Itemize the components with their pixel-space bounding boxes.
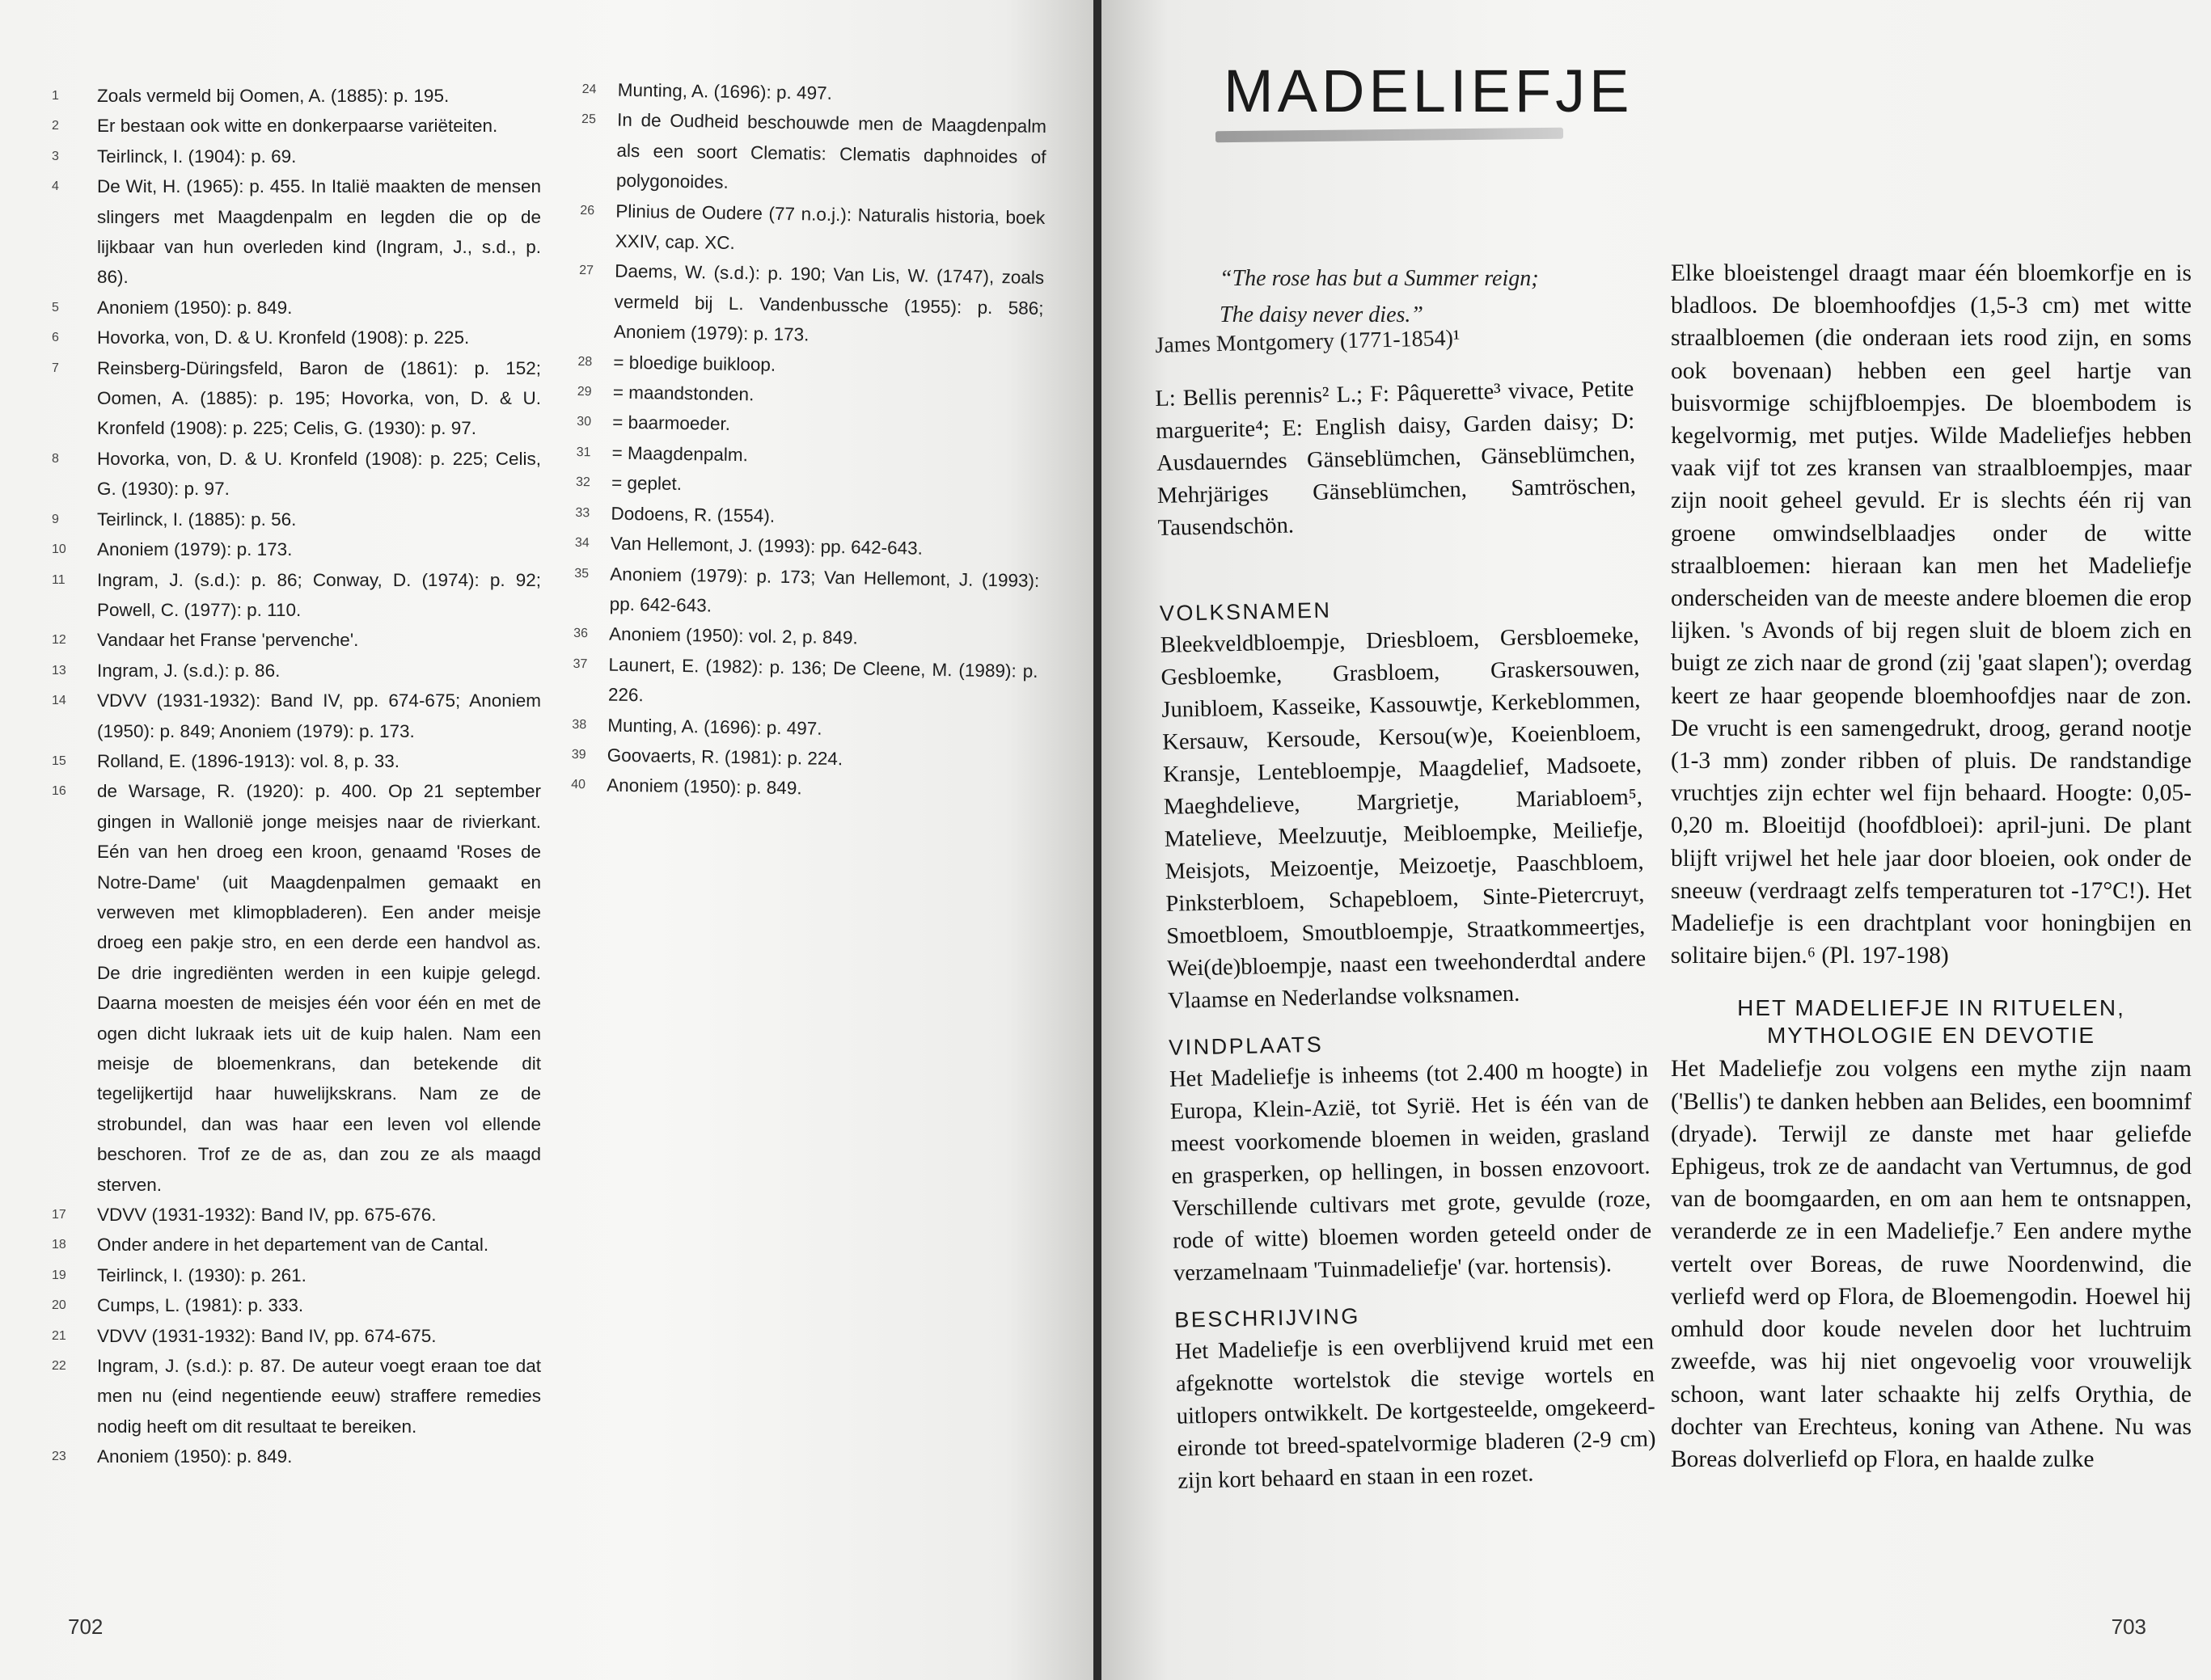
footnote-number: 17	[52, 1208, 66, 1222]
page-number-left: 702	[68, 1615, 104, 1639]
footnote	[573, 558, 1039, 626]
footnote-text: In de Oudheid beschouwde men de Maagdenpalm als een soort Clematis: Clematis daphnoides of polygonoides.	[615, 110, 1047, 193]
footnote-number: 8	[52, 451, 59, 466]
footnote	[573, 649, 1038, 717]
footnote-text: VDVV (1931-1932): Band IV, pp. 675-676.	[97, 1205, 437, 1226]
footnote	[579, 196, 1045, 264]
footnote-number: 9	[52, 512, 59, 526]
footnote-number: 15	[52, 753, 66, 768]
footnote-text: Reinsberg-Düringsfeld, Baron de (1861): p. 152; Oomen, A. (1885): p. 195; Hovorka, von, D. & U. Kronfeld (1908): p. 225; Celis, G. (1930): p. 97.	[97, 357, 541, 439]
footnote-number: 31	[576, 445, 591, 460]
footnote-text: Plinius de Oudere (77 n.o.j.): Naturalis historia, boek XXIV, cap. XC.	[615, 201, 1046, 254]
footnote-number: 37	[573, 656, 588, 671]
section-heading-mythologie	[1671, 994, 2192, 1049]
footnote	[578, 255, 1045, 353]
footnote-number: 28	[577, 354, 593, 369]
text-column-right	[1671, 257, 2192, 1475]
heading-line: MYTHOLOGIE EN DEVOTIE	[1766, 1023, 2096, 1049]
footnote-text: Anoniem (1950): p. 849.	[97, 1446, 293, 1467]
footnote-number: 2	[52, 119, 59, 133]
footnote-number: 16	[52, 784, 66, 799]
chapter-title: MADELIEFJE	[1224, 57, 1634, 125]
footnote-text: Anoniem (1979): p. 173.	[97, 539, 293, 560]
footnote-text: Anoniem (1950): p. 849.	[606, 775, 802, 799]
footnote-number: 6	[52, 331, 59, 345]
footnote-text: Er bestaan ook witte en donkerpaarse variëteiten.	[97, 116, 498, 137]
page-number-right: 703	[2111, 1615, 2146, 1639]
footnote-number: 20	[52, 1298, 66, 1313]
footnote-number: 12	[52, 633, 66, 648]
footnote	[52, 1260, 541, 1290]
footnote-number: 25	[581, 112, 597, 127]
footnote-text: VDVV (1931-1932): Band IV, pp. 674-675; Anoniem (1950): p. 849; Anoniem (1979): p. 173.	[97, 690, 541, 741]
section-heading-beschrijving: BESCHRIJVING	[1173, 1303, 1361, 1332]
footnote-text: = baarmoeder.	[612, 412, 731, 435]
epigraph	[1220, 260, 1539, 333]
footnote-number: 11	[52, 572, 66, 587]
footnote-text: Anoniem (1979): p. 173; Van Hellemont, J. (1993): pp. 642-643.	[609, 564, 1040, 616]
epigraph-line: “The rose has but a Summer reign;	[1220, 266, 1539, 291]
footnote-text: Anoniem (1950): p. 849.	[97, 297, 293, 318]
footnote-text: = bloedige buikloop.	[613, 352, 776, 375]
footnote-text: Onder andere in het departement van de Cantal.	[97, 1235, 489, 1256]
footnote-text: Teirlinck, I. (1904): p. 69.	[97, 146, 297, 167]
footnote	[52, 323, 541, 352]
footnote	[52, 565, 541, 626]
footnote-text: Goovaerts, R. (1981): p. 224.	[607, 745, 843, 770]
footnote-text: Rolland, E. (1896-1913): vol. 8, p. 33.	[97, 750, 400, 771]
footnote-text: Vandaar het Franse 'pervenche'.	[97, 630, 359, 651]
plant-names-paragraph: L: Bellis perennis² L.; F: Pâquerette³ vivace, Petite marguerite⁴; E: English daisy, Garden daisy; D: Ausdauerndes Gänseblümchen, Gänseblümchen, Mehrjäriges Gänseblümchen, Samtröschen, Tausendschön.	[1155, 376, 1637, 541]
left-page	[0, 0, 1093, 1680]
footnote-number: 4	[52, 179, 59, 194]
footnote-text: Daems, W. (s.d.): p. 190; Van Lis, W. (1747), zoals vermeld bij L. Vandenbussche (1955): p. 586; Anoniem (1979): p. 173.	[613, 261, 1045, 345]
footnote-number: 26	[580, 203, 595, 217]
section-heading-vindplaats: VINDPLAATS	[1168, 1032, 1324, 1060]
heading-line: HET MADELIEFJE IN RITUELEN,	[1737, 995, 2125, 1021]
beschrijving-paragraph: Het Madeliefje is een overblijvend kruid met een afgeknotte wortelstok die stevige wortels en uitlopers ontwikkelt. De kortgesteelde, omgekeerd-eironde tot breed-spatelvormige bladeren (2-9 cm) zijn kort behaard en staan in een rozet.	[1174, 1329, 1656, 1494]
footnote-number: 1	[52, 89, 59, 103]
footnote	[52, 776, 541, 1200]
footnote-text: Ingram, J. (s.d.): p. 86.	[97, 660, 281, 681]
footnote-number: 30	[577, 415, 592, 429]
footnote-number: 3	[52, 149, 59, 163]
footnote	[52, 444, 541, 504]
footnote-text: Teirlinck, I. (1930): p. 261.	[97, 1264, 306, 1285]
footnote	[571, 770, 1037, 807]
footnote-text: Hovorka, von, D. & U. Kronfeld (1908): p. 225.	[97, 327, 470, 348]
footnote	[52, 746, 541, 776]
footnote-number: 40	[571, 778, 586, 792]
footnote	[52, 534, 541, 564]
footnote-text: Teirlinck, I. (1885): p. 56.	[97, 509, 297, 530]
footnote-number: 14	[52, 694, 66, 708]
footnote	[52, 504, 541, 534]
footnote-number: 35	[574, 566, 590, 580]
footnote	[52, 141, 541, 171]
epigraph-line: The daisy never dies.”	[1220, 302, 1423, 327]
footnote-number: 19	[52, 1268, 66, 1282]
footnote-text: Anoniem (1950): vol. 2, p. 849.	[608, 623, 858, 648]
footnote-text: Ingram, J. (s.d.): p. 86; Conway, D. (1974): p. 92; Powell, C. (1977): p. 110.	[97, 569, 541, 620]
footnote-text: Ingram, J. (s.d.): p. 87. De auteur voegt eraan toe dat men nu (eind negentiende eeuw) straffere remedies nodig heeft om dit resultaat te bereiken.	[97, 1356, 541, 1437]
mythologie-paragraph: Het Madeliefje zou volgens een mythe zijn naam ('Bellis') te danken hebben aan Belides, een boomnimf (dryade). Terwijl ze danste met haar geliefde Ephigeus, trok ze de aandacht van Vertumnus, de god van de boomgaarden, en om aan hem te ontsnappen, veranderde ze in een Madeliefje.⁷ Een andere mythe vertelt over Boreas, de ruwe Noordenwind, die verliefd werd op Flora, de Bloemengodin. Hoewel hij omhuld door koude nevelen door het luchtruim zweefde, was hij niet ongevoelig voor vrouwelijk schoon, want later schaakte hij zelfs Orythia, de dochter van Erechteus, koning van Athene. Nu was Boreas dolverliefd op Flora, en haalde zulke	[1671, 1056, 2192, 1472]
epigraph-author: James Montgomery (1771-1854)¹	[1155, 325, 1461, 358]
vindplaats-paragraph: Het Madeliefje is inheems (tot 2.400 m hoogte) in Europa, Klein-Azië, tot Syrië. Het is één van de meest voorkomende bloemen in weiden, grasland en grasperken, op hellingen, in bossen enzovoort. Verschillende cultivars met grote, gevulde (roze, rode of witte) bloemen worden geteeld onder de verzamelnaam 'Tuinmadeliefje' (var. hortensis).	[1169, 1057, 1652, 1286]
footnote	[52, 171, 541, 293]
footnote	[52, 1442, 541, 1471]
footnotes-column-2	[571, 74, 1047, 808]
footnote	[52, 81, 541, 111]
footnote-text: = Maagdenpalm.	[611, 442, 749, 466]
book-gutter	[1093, 0, 1101, 1680]
footnote-number: 27	[579, 264, 594, 278]
footnote	[581, 104, 1047, 202]
section-heading-volksnamen: VOLKSNAMEN	[1159, 597, 1332, 626]
footnote-number: 33	[575, 505, 590, 520]
footnote-number: 7	[52, 361, 59, 375]
footnote-text: Zoals vermeld bij Oomen, A. (1885): p. 195.	[97, 86, 450, 106]
footnote-text: Cumps, L. (1981): p. 333.	[97, 1295, 304, 1316]
footnote-number: 21	[52, 1328, 66, 1343]
footnote-text: Dodoens, R. (1554).	[611, 503, 776, 526]
beschrijving-continued-paragraph: Elke bloeistengel draagt maar één bloemkorfje en is bladloos. De bloemhoofdjes (1,5-3 cm) met witte straalbloemen (die onderaan iets rood zijn, en soms ook bovenaan) hebben een geel hartje van buisvormige schijfbloempjes. De bloembodem is kegelvormig, met putjes. Wilde Madeliefjes hebben vaak vijf tot zes kransen van straalbloempjes, maar zijn nooit geheel gevuld. Er is slechts één rij van groene omwindselblaadjes onder de witte straalbloemen: hieraan kan men het Madeliefje onderscheiden van de meeste andere bloemen die erop lijken. 's Avonds of bij regen sluit de bloem zich en buigt ze zich naar de grond (zij 'gaat slapen'); overdag keert ze haar geopende bloemhoofdjes naar de zon. De vrucht is een samengedrukt, droog, gerand nootje (1-3 mm) zonder ribben of pluis. De randstandige vruchtjes zijn echter wel fijn behaard. Hoogte: 0,05-0,20 m. Bloeitijd (hoofdbloei): april-juni. De plant blijft vrijwel het hele jaar door bloeien, ook onder de sneeuw (verdraagt zelfs temperaturen tot -17°C!). Het Madeliefje is een drachtplant voor honingbijen en solitaire bijen.⁶ (Pl. 197-198)	[1671, 260, 2192, 969]
footnote-number: 29	[577, 385, 592, 399]
footnote-text: VDVV (1931-1932): Band IV, pp. 674-675.	[97, 1325, 437, 1346]
footnote	[52, 1200, 541, 1230]
footnote-text: Munting, A. (1696): p. 497.	[607, 715, 822, 739]
footnote-text: de Warsage, R. (1920): p. 400. Op 21 september gingen in Wallonië jonge meisjes naar de rivierkant. Eén van hen droeg een kroon, genaamd 'Roses de Notre-Dame' (uit Maagdenpalmen gemaakt en verweven met klimopbladeren). Een ander meisje droeg een pakje stro, en een derde een handvol as. De drie ingrediënten werden in een kuipje gelegd. Daarna moesten de meisjes één voor één en met de ogen dicht lukraak iets uit de kuip halen. Nam een meisje de bloemenkrans, dan betekende dit tegelijkertijd haar huwelijkskrans. Nam ze de strobundel, dan was haar een leven vol ellende beschoren. Trof ze de as, dan zou ze als maagd sterven.	[97, 781, 541, 1195]
footnote	[52, 1290, 541, 1320]
footnote-number: 23	[52, 1450, 66, 1464]
footnote-number: 18	[52, 1238, 66, 1252]
footnote	[52, 1230, 541, 1260]
text-column-left	[1155, 374, 1657, 1498]
footnote-text: = maandstonden.	[612, 382, 755, 405]
footnote	[52, 656, 541, 686]
footnote-number: 10	[52, 542, 66, 557]
footnote-number: 39	[571, 747, 586, 762]
footnote-number: 36	[573, 627, 589, 641]
footnote-number: 13	[52, 663, 66, 677]
footnote-number: 32	[575, 475, 590, 490]
footnote-text: Van Hellemont, J. (1993): pp. 642-643.	[610, 533, 924, 559]
footnote	[52, 625, 541, 655]
footnote-number: 24	[581, 82, 597, 97]
footnote-text: Launert, E. (1982): p. 136; De Cleene, M. (1989): p. 226.	[607, 654, 1038, 706]
footnote	[52, 293, 541, 323]
footnote-text: = geplet.	[611, 472, 683, 495]
footnote-text: Hovorka, von, D. & U. Kronfeld (1908): p. 225; Celis, G. (1930): p. 97.	[97, 448, 541, 500]
footnote-text: De Wit, H. (1965): p. 455. In Italië maakten de mensen slingers met Maagdenpalm en legden die op de lijkbaar van hun overleden kind (Ingram, J., s.d., p. 86).	[97, 176, 541, 288]
footnote-text: Munting, A. (1696): p. 497.	[617, 79, 833, 103]
footnote-number: 5	[52, 300, 59, 314]
footnote-number: 38	[572, 717, 587, 732]
footnote-number: 22	[52, 1359, 66, 1374]
footnote	[52, 111, 541, 141]
footnote	[52, 1351, 541, 1442]
footnotes-column-1	[52, 81, 541, 1472]
footnote	[52, 686, 541, 746]
footnote	[52, 1321, 541, 1351]
footnote-number: 34	[574, 536, 590, 551]
footnote	[52, 353, 541, 444]
volksnamen-paragraph: Bleekveldbloempje, Driesbloem, Gersbloemeke, Gesbloemke, Grasbloem, Graskersouwen, Junibloem, Kasseike, Kassouwtje, Kerkeblommen, Kersauw, Kersoude, Kersou(w)e, Koeienbloem, Kransje, Lentebloempje, Maagdelief, Madsoete, Maeghdelieve, Margrietje, Mariabloem⁵, Matelieve, Meelzuutje, Meibloempke, Meiliefje, Meisjots, Meizoentje, Meizoetje, Paaschbloem, Pinksterbloem, Schapebloem, Sinte-Pietercruyt, Smoetbloem, Smoutbloempje, Straatkommeertjes, Wei(de)bloempje, naast een tweehonderdtal andere Vlaamse en Nederlandse volksnamen.	[1160, 623, 1647, 1014]
